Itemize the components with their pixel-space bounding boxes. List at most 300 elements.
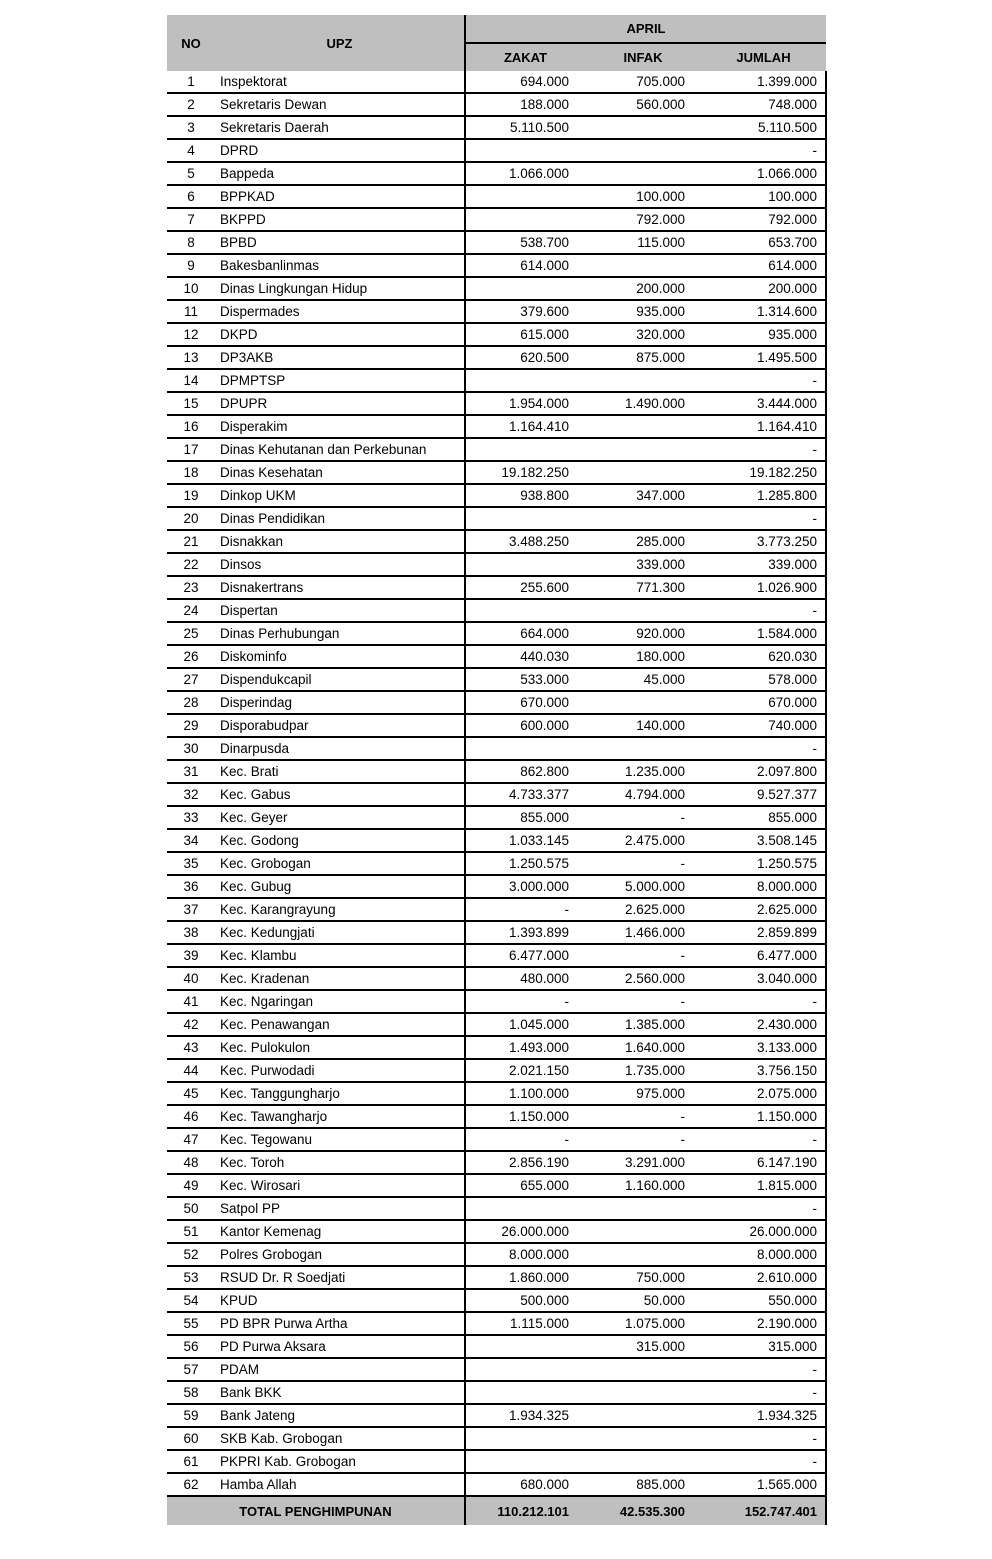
row-upz-name: Kec. Kradenan <box>215 967 465 990</box>
row-no: 55 <box>167 1312 215 1335</box>
row-zakat <box>465 599 585 622</box>
row-zakat: 255.600 <box>465 576 585 599</box>
row-jumlah: 315.000 <box>701 1335 826 1358</box>
row-infak: 200.000 <box>585 277 701 300</box>
row-zakat: 600.000 <box>465 714 585 737</box>
total-jumlah: 152.747.401 <box>701 1496 826 1525</box>
row-zakat <box>465 553 585 576</box>
row-infak: - <box>585 852 701 875</box>
row-upz-name: DPRD <box>215 139 465 162</box>
row-infak: 140.000 <box>585 714 701 737</box>
row-no: 12 <box>167 323 215 346</box>
row-jumlah: - <box>701 1197 826 1220</box>
row-upz-name: Dinsos <box>215 553 465 576</box>
row-infak: 1.466.000 <box>585 921 701 944</box>
row-upz-name: Dispertan <box>215 599 465 622</box>
table-row <box>167 645 826 668</box>
table-row <box>167 783 826 806</box>
row-no: 24 <box>167 599 215 622</box>
row-jumlah: - <box>701 1128 826 1151</box>
row-jumlah: 8.000.000 <box>701 875 826 898</box>
row-zakat: 480.000 <box>465 967 585 990</box>
row-no: 61 <box>167 1450 215 1473</box>
table-row <box>167 1427 826 1450</box>
table-row <box>167 875 826 898</box>
row-upz-name: Inspektorat <box>215 71 465 93</box>
row-no: 19 <box>167 484 215 507</box>
row-infak <box>585 1358 701 1381</box>
row-no: 32 <box>167 783 215 806</box>
table-row <box>167 1243 826 1266</box>
row-no: 45 <box>167 1082 215 1105</box>
row-jumlah: 2.610.000 <box>701 1266 826 1289</box>
row-infak: 115.000 <box>585 231 701 254</box>
row-infak: 885.000 <box>585 1473 701 1496</box>
row-infak: 5.000.000 <box>585 875 701 898</box>
row-upz-name: PDAM <box>215 1358 465 1381</box>
row-no: 22 <box>167 553 215 576</box>
row-upz-name: DPMPTSP <box>215 369 465 392</box>
row-zakat: 3.488.250 <box>465 530 585 553</box>
row-no: 44 <box>167 1059 215 1082</box>
row-zakat: 5.110.500 <box>465 116 585 139</box>
row-no: 7 <box>167 208 215 231</box>
collection-table <box>167 15 827 1525</box>
row-infak <box>585 369 701 392</box>
row-infak: 100.000 <box>585 185 701 208</box>
table-row <box>167 599 826 622</box>
table-row <box>167 714 826 737</box>
row-upz-name: Satpol PP <box>215 1197 465 1220</box>
row-jumlah: 6.147.190 <box>701 1151 826 1174</box>
row-no: 28 <box>167 691 215 714</box>
table-row <box>167 1059 826 1082</box>
row-upz-name: PKPRI Kab. Grobogan <box>215 1450 465 1473</box>
row-infak: 1.640.000 <box>585 1036 701 1059</box>
row-infak: 315.000 <box>585 1335 701 1358</box>
row-zakat <box>465 1358 585 1381</box>
row-jumlah: 2.625.000 <box>701 898 826 921</box>
table-row <box>167 93 826 116</box>
row-upz-name: Sekretaris Dewan <box>215 93 465 116</box>
table-row <box>167 898 826 921</box>
row-jumlah: 2.190.000 <box>701 1312 826 1335</box>
row-upz-name: Kec. Purwodadi <box>215 1059 465 1082</box>
row-no: 11 <box>167 300 215 323</box>
row-infak: - <box>585 944 701 967</box>
row-no: 8 <box>167 231 215 254</box>
row-no: 50 <box>167 1197 215 1220</box>
table-row <box>167 1381 826 1404</box>
header-no: NO <box>167 15 215 71</box>
row-zakat: - <box>465 990 585 1013</box>
row-infak <box>585 254 701 277</box>
row-no: 53 <box>167 1266 215 1289</box>
row-infak: 1.235.000 <box>585 760 701 783</box>
row-upz-name: DKPD <box>215 323 465 346</box>
row-no: 2 <box>167 93 215 116</box>
table-row <box>167 1358 826 1381</box>
row-jumlah: - <box>701 1358 826 1381</box>
row-jumlah: 2.430.000 <box>701 1013 826 1036</box>
row-jumlah: 3.773.250 <box>701 530 826 553</box>
row-no: 9 <box>167 254 215 277</box>
row-zakat: 670.000 <box>465 691 585 714</box>
row-zakat: 1.150.000 <box>465 1105 585 1128</box>
table-row <box>167 1450 826 1473</box>
row-infak <box>585 1427 701 1450</box>
table-row <box>167 1220 826 1243</box>
table-row <box>167 1082 826 1105</box>
row-jumlah: 3.444.000 <box>701 392 826 415</box>
row-no: 10 <box>167 277 215 300</box>
row-upz-name: BPPKAD <box>215 185 465 208</box>
row-infak: - <box>585 990 701 1013</box>
row-no: 38 <box>167 921 215 944</box>
row-no: 13 <box>167 346 215 369</box>
table-row <box>167 254 826 277</box>
row-jumlah: - <box>701 369 826 392</box>
row-zakat: 1.115.000 <box>465 1312 585 1335</box>
row-infak: 975.000 <box>585 1082 701 1105</box>
table-row <box>167 576 826 599</box>
table-row <box>167 507 826 530</box>
table-row <box>167 1404 826 1427</box>
row-jumlah: 855.000 <box>701 806 826 829</box>
row-zakat: 1.954.000 <box>465 392 585 415</box>
table-row <box>167 691 826 714</box>
row-upz-name: BKPPD <box>215 208 465 231</box>
row-zakat: 6.477.000 <box>465 944 585 967</box>
row-infak: 1.735.000 <box>585 1059 701 1082</box>
row-jumlah: - <box>701 1427 826 1450</box>
row-no: 43 <box>167 1036 215 1059</box>
row-no: 17 <box>167 438 215 461</box>
table-row <box>167 760 826 783</box>
row-infak: 750.000 <box>585 1266 701 1289</box>
row-infak: - <box>585 1128 701 1151</box>
table-row <box>167 323 826 346</box>
table-row <box>167 806 826 829</box>
row-zakat: 26.000.000 <box>465 1220 585 1243</box>
table-row <box>167 1174 826 1197</box>
row-upz-name: Hamba Allah <box>215 1473 465 1496</box>
row-infak <box>585 1197 701 1220</box>
table-row <box>167 1128 826 1151</box>
row-no: 51 <box>167 1220 215 1243</box>
row-jumlah: 614.000 <box>701 254 826 277</box>
table-row <box>167 1105 826 1128</box>
table-footer <box>167 1496 826 1525</box>
row-no: 49 <box>167 1174 215 1197</box>
table-row <box>167 185 826 208</box>
row-no: 31 <box>167 760 215 783</box>
row-upz-name: Kec. Gabus <box>215 783 465 806</box>
row-infak: 2.475.000 <box>585 829 701 852</box>
row-jumlah: 748.000 <box>701 93 826 116</box>
row-no: 27 <box>167 668 215 691</box>
row-jumlah: 653.700 <box>701 231 826 254</box>
table-row <box>167 369 826 392</box>
row-jumlah: 3.508.145 <box>701 829 826 852</box>
row-jumlah: - <box>701 1381 826 1404</box>
row-zakat: 614.000 <box>465 254 585 277</box>
row-infak: 875.000 <box>585 346 701 369</box>
row-zakat: 8.000.000 <box>465 1243 585 1266</box>
table-row <box>167 1036 826 1059</box>
row-upz-name: DPUPR <box>215 392 465 415</box>
table-row <box>167 1151 826 1174</box>
table-row <box>167 967 826 990</box>
table-row <box>167 1312 826 1335</box>
row-no: 23 <box>167 576 215 599</box>
row-upz-name: Kec. Kedungjati <box>215 921 465 944</box>
row-upz-name: Dinas Kehutanan dan Perkebunan <box>215 438 465 461</box>
row-jumlah: 1.026.900 <box>701 576 826 599</box>
row-upz-name: Bappeda <box>215 162 465 185</box>
row-zakat: 615.000 <box>465 323 585 346</box>
total-infak: 42.535.300 <box>585 1496 701 1525</box>
row-infak: 320.000 <box>585 323 701 346</box>
row-upz-name: Dinas Kesehatan <box>215 461 465 484</box>
row-upz-name: Disperakim <box>215 415 465 438</box>
row-zakat <box>465 277 585 300</box>
row-no: 16 <box>167 415 215 438</box>
row-jumlah: 26.000.000 <box>701 1220 826 1243</box>
row-jumlah: 550.000 <box>701 1289 826 1312</box>
row-jumlah: 935.000 <box>701 323 826 346</box>
row-zakat: 938.800 <box>465 484 585 507</box>
row-upz-name: Bank BKK <box>215 1381 465 1404</box>
row-jumlah: 1.314.600 <box>701 300 826 323</box>
row-infak: 792.000 <box>585 208 701 231</box>
table-row <box>167 1197 826 1220</box>
row-jumlah: 1.164.410 <box>701 415 826 438</box>
zakat-report-sheet <box>167 15 826 1525</box>
row-upz-name: Dinas Pendidikan <box>215 507 465 530</box>
row-jumlah: 100.000 <box>701 185 826 208</box>
row-no: 52 <box>167 1243 215 1266</box>
table-row <box>167 944 826 967</box>
table-row <box>167 1013 826 1036</box>
table-row <box>167 737 826 760</box>
table-row <box>167 921 826 944</box>
row-infak: 935.000 <box>585 300 701 323</box>
table-row <box>167 852 826 875</box>
row-jumlah: 1.934.325 <box>701 1404 826 1427</box>
row-zakat: 1.033.145 <box>465 829 585 852</box>
row-infak: 560.000 <box>585 93 701 116</box>
row-no: 36 <box>167 875 215 898</box>
table-row <box>167 139 826 162</box>
row-jumlah: 3.133.000 <box>701 1036 826 1059</box>
row-zakat <box>465 369 585 392</box>
row-zakat: 500.000 <box>465 1289 585 1312</box>
table-row <box>167 208 826 231</box>
table-row <box>167 668 826 691</box>
table-row <box>167 990 826 1013</box>
row-no: 37 <box>167 898 215 921</box>
row-zakat: 538.700 <box>465 231 585 254</box>
row-infak: 705.000 <box>585 71 701 93</box>
row-upz-name: Disnakkan <box>215 530 465 553</box>
row-jumlah: 670.000 <box>701 691 826 714</box>
row-upz-name: Kec. Gubug <box>215 875 465 898</box>
table-header <box>167 15 826 71</box>
row-zakat: 1.250.575 <box>465 852 585 875</box>
table-row <box>167 71 826 93</box>
table-row <box>167 231 826 254</box>
row-zakat: 1.164.410 <box>465 415 585 438</box>
row-no: 62 <box>167 1473 215 1496</box>
table-row <box>167 553 826 576</box>
row-no: 33 <box>167 806 215 829</box>
row-jumlah: - <box>701 139 826 162</box>
row-zakat <box>465 1450 585 1473</box>
row-no: 21 <box>167 530 215 553</box>
row-zakat: - <box>465 1128 585 1151</box>
row-zakat <box>465 208 585 231</box>
row-no: 5 <box>167 162 215 185</box>
row-no: 4 <box>167 139 215 162</box>
row-jumlah: 578.000 <box>701 668 826 691</box>
row-jumlah: 740.000 <box>701 714 826 737</box>
table-row <box>167 277 826 300</box>
row-zakat: 680.000 <box>465 1473 585 1496</box>
row-no: 59 <box>167 1404 215 1427</box>
row-zakat: 19.182.250 <box>465 461 585 484</box>
row-upz-name: Kec. Ngaringan <box>215 990 465 1013</box>
table-row <box>167 622 826 645</box>
row-infak: 347.000 <box>585 484 701 507</box>
row-jumlah: 19.182.250 <box>701 461 826 484</box>
row-upz-name: Kec. Karangrayung <box>215 898 465 921</box>
header-upz: UPZ <box>215 15 465 71</box>
row-jumlah: - <box>701 507 826 530</box>
row-infak: 50.000 <box>585 1289 701 1312</box>
table-body <box>167 71 826 1496</box>
row-upz-name: Kec. Tawangharjo <box>215 1105 465 1128</box>
row-zakat: 2.856.190 <box>465 1151 585 1174</box>
row-jumlah: 1.815.000 <box>701 1174 826 1197</box>
row-zakat <box>465 1197 585 1220</box>
row-upz-name: Kec. Pulokulon <box>215 1036 465 1059</box>
row-upz-name: Kec. Grobogan <box>215 852 465 875</box>
row-upz-name: KPUD <box>215 1289 465 1312</box>
row-zakat: 1.100.000 <box>465 1082 585 1105</box>
row-upz-name: PD Purwa Aksara <box>215 1335 465 1358</box>
row-infak: 771.300 <box>585 576 701 599</box>
row-infak <box>585 1381 701 1404</box>
table-row <box>167 461 826 484</box>
row-upz-name: Kec. Brati <box>215 760 465 783</box>
row-no: 15 <box>167 392 215 415</box>
row-upz-name: Disnakertrans <box>215 576 465 599</box>
row-infak: 2.625.000 <box>585 898 701 921</box>
row-upz-name: SKB Kab. Grobogan <box>215 1427 465 1450</box>
table-row <box>167 415 826 438</box>
row-jumlah: 1.584.000 <box>701 622 826 645</box>
table-row <box>167 530 826 553</box>
row-jumlah: - <box>701 990 826 1013</box>
table-row <box>167 162 826 185</box>
row-no: 58 <box>167 1381 215 1404</box>
table-row <box>167 829 826 852</box>
row-no: 42 <box>167 1013 215 1036</box>
row-no: 56 <box>167 1335 215 1358</box>
row-infak: 1.075.000 <box>585 1312 701 1335</box>
row-zakat: - <box>465 898 585 921</box>
row-zakat: 1.493.000 <box>465 1036 585 1059</box>
row-upz-name: Kec. Penawangan <box>215 1013 465 1036</box>
row-zakat: 4.733.377 <box>465 783 585 806</box>
row-zakat: 440.030 <box>465 645 585 668</box>
row-jumlah: 6.477.000 <box>701 944 826 967</box>
row-zakat <box>465 1427 585 1450</box>
row-jumlah: 3.756.150 <box>701 1059 826 1082</box>
row-no: 46 <box>167 1105 215 1128</box>
row-jumlah: 1.565.000 <box>701 1473 826 1496</box>
row-zakat: 620.500 <box>465 346 585 369</box>
row-infak: 1.490.000 <box>585 392 701 415</box>
row-infak <box>585 162 701 185</box>
row-jumlah: 5.110.500 <box>701 116 826 139</box>
row-no: 3 <box>167 116 215 139</box>
row-infak: 1.385.000 <box>585 1013 701 1036</box>
row-no: 25 <box>167 622 215 645</box>
row-zakat: 664.000 <box>465 622 585 645</box>
row-no: 30 <box>167 737 215 760</box>
row-infak: 339.000 <box>585 553 701 576</box>
row-upz-name: Kec. Wirosari <box>215 1174 465 1197</box>
row-infak <box>585 1220 701 1243</box>
row-no: 35 <box>167 852 215 875</box>
row-zakat <box>465 1335 585 1358</box>
row-upz-name: Dinkop UKM <box>215 484 465 507</box>
row-infak <box>585 691 701 714</box>
row-jumlah: 620.030 <box>701 645 826 668</box>
row-upz-name: Kec. Geyer <box>215 806 465 829</box>
row-no: 47 <box>167 1128 215 1151</box>
header-infak: INFAK <box>585 43 701 71</box>
row-jumlah: - <box>701 737 826 760</box>
row-no: 34 <box>167 829 215 852</box>
row-zakat <box>465 737 585 760</box>
table-row <box>167 438 826 461</box>
row-upz-name: Bank Jateng <box>215 1404 465 1427</box>
row-upz-name: BPBD <box>215 231 465 254</box>
row-upz-name: Dinas Lingkungan Hidup <box>215 277 465 300</box>
row-jumlah: 3.040.000 <box>701 967 826 990</box>
row-no: 60 <box>167 1427 215 1450</box>
row-upz-name: DP3AKB <box>215 346 465 369</box>
table-row <box>167 300 826 323</box>
row-upz-name: Disporabudpar <box>215 714 465 737</box>
row-zakat <box>465 507 585 530</box>
row-zakat: 1.393.899 <box>465 921 585 944</box>
row-infak <box>585 737 701 760</box>
table-row <box>167 346 826 369</box>
row-zakat: 1.045.000 <box>465 1013 585 1036</box>
row-jumlah: - <box>701 438 826 461</box>
table-row <box>167 1473 826 1496</box>
row-infak <box>585 415 701 438</box>
row-zakat: 862.800 <box>465 760 585 783</box>
row-jumlah: 1.495.500 <box>701 346 826 369</box>
row-upz-name: Disperindag <box>215 691 465 714</box>
total-zakat: 110.212.101 <box>465 1496 585 1525</box>
row-no: 6 <box>167 185 215 208</box>
